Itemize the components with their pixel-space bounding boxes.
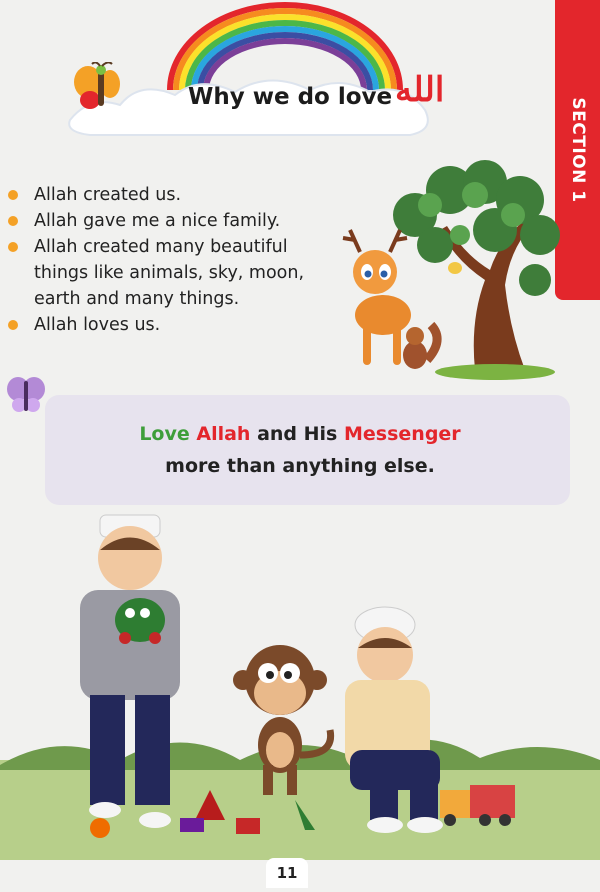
list-item: Allah created us. (8, 182, 338, 208)
page-number: 11 (266, 858, 308, 888)
banner-line-2: more than anything else. (165, 455, 435, 477)
reasons-list (8, 182, 338, 338)
allah-calligraphy: الله (395, 70, 445, 110)
boy-sitting-illustration (330, 600, 460, 845)
bullet-dot-icon (8, 216, 18, 226)
boy-holding-toy-illustration (60, 510, 205, 840)
tree-deer-illustration (335, 160, 565, 385)
bullet-dot-icon (8, 190, 18, 200)
bullet-dot-icon (8, 320, 18, 330)
list-item: Allah gave me a nice family. (8, 208, 338, 234)
section-tab-label: SECTION 1 (567, 97, 588, 203)
list-item: Allah loves us. (8, 312, 338, 338)
page-title: Why we do love (188, 84, 393, 110)
page-header (60, 0, 445, 150)
list-item: Allah created many beautiful things like animals, sky, moon, earth and many things. (8, 234, 338, 312)
bullet-dot-icon (8, 242, 18, 252)
banner-line-1: Love Allah and His Messenger (139, 423, 461, 445)
butterfly-icon (70, 62, 130, 112)
message-banner (45, 395, 570, 505)
butterfly-small-icon (5, 375, 47, 415)
